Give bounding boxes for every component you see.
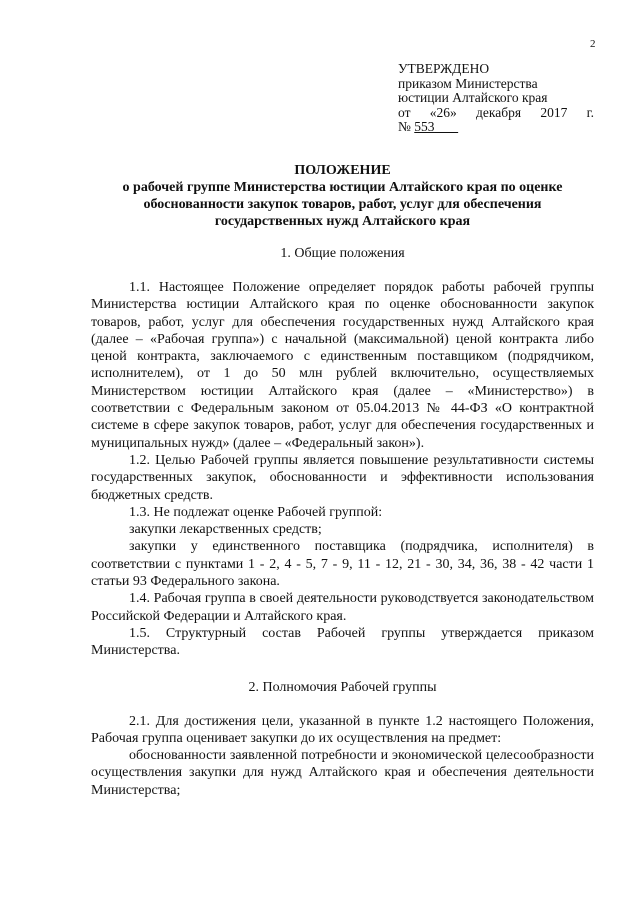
approval-stamp [398, 62, 594, 135]
paragraph-1-2: 1.2. Целью Рабочей группы является повышение результативности системы государственных закупок, обоснованности и эффективности использования бюджетных средств. [91, 452, 594, 503]
paragraph-1-3: 1.3. Не подлежат оценке Рабочей группой: [129, 504, 383, 520]
title-line-3: обоснованности закупок товаров, работ, услуг для обеспечения [143, 197, 542, 212]
list-item-justification: обоснованности заявленной потребности и экономической целесообразности осуществления закупки для нужд Алтайского края и обеспечения деятельности Министерства; [91, 748, 594, 798]
order-number-value: 553 [414, 119, 435, 134]
paragraph-1-4: 1.4. Рабочая группа в своей деятельности руководствуется законодательством Российской Федерации и Алтайского края. [91, 591, 594, 624]
list-item-single-supplier: закупки у единственного поставщика (подрядчика, исполнителя) в соответствии с пунктами 1 - 2, 4 - 5, 7 - 9, 11 - 12, 21 - 30, 34, 36, 38 - 42 части 1 статьи 93 Федерального закона. [91, 539, 594, 590]
document-title [91, 162, 594, 230]
list-item-medicines: закупки лекарственных средств; [129, 522, 322, 538]
section-heading-1: 1. Общие положения [280, 246, 405, 261]
approval-order-number [398, 120, 594, 135]
section-2-body [91, 713, 594, 799]
document-body [91, 162, 594, 799]
title-line-4: государственных нужд Алтайского края [214, 214, 471, 229]
page-number: 2 [590, 38, 596, 50]
paragraph-2-1: 2.1. Для достижения цели, указанной в пункте 1.2 настоящего Положения, Рабочая группа оценивает закупки до их осуществления на предмет: [91, 713, 594, 746]
paragraph-1-1: 1.1. Настоящее Положение определяет порядок работы рабочей группы Министерства юстиции Алтайского края по оценке обоснованности закупок товаров, работ, услуг для обеспечения государственных нужд Алтайского края (далее – «Рабочая группа») с начальной (максимальной) ценой контракта либо ценой контракта, заключаемого с единственным поставщиком (подрядчиком, исполнителем), от 1 до 50 млн рублей включительно, осуществляемых Министерством юстиции Алтайского края (далее – «Министерство») в соответствии с Федеральным законом от 05.04.2013 № 44-ФЗ «О контрактной системе в сфере закупок товаров, работ, услуг для обеспечения государственных и муниципальных нужд» (далее – «Федеральный закон»). [91, 280, 594, 451]
approval-line-3: юстиции Алтайского края [398, 90, 548, 105]
title-line-1: ПОЛОЖЕНИЕ [294, 163, 391, 178]
order-number-prefix: № [398, 119, 415, 134]
paragraph-1-5: 1.5. Структурный состав Рабочей группы утверждается приказом Министерства. [91, 625, 594, 659]
approval-line-1: УТВЕРЖДЕНО [398, 61, 490, 76]
title-line-2: о рабочей группе Министерства юстиции Алтайского края по оценке [122, 180, 563, 195]
approval-line-2: приказом Министерства [398, 75, 538, 91]
approval-date: от «26» декабря 2017 г. [398, 104, 594, 120]
section-heading-2: 2. Полномочия Рабочей группы [248, 679, 437, 695]
section-1-body [91, 279, 594, 660]
